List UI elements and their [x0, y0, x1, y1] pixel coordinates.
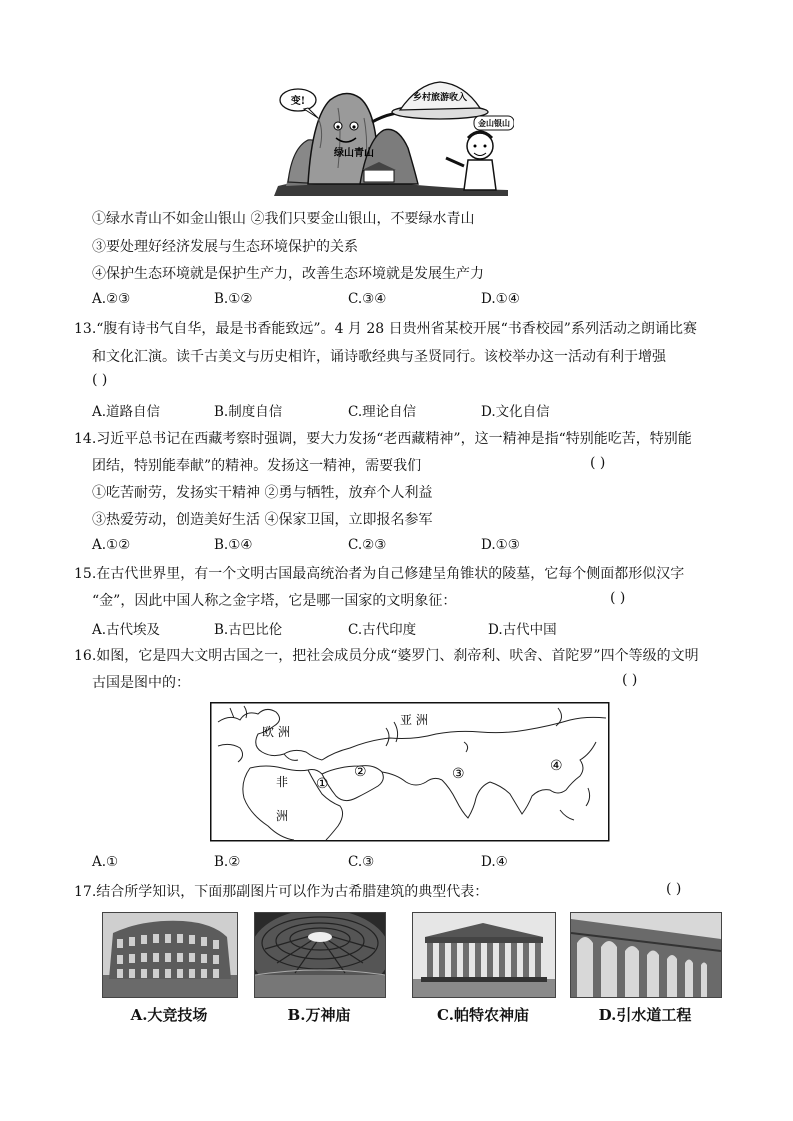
q16-option-d: D.④	[481, 854, 508, 870]
map-marker-4: ④	[550, 758, 563, 774]
cartoon-plate-label: 乡村旅游收入	[412, 93, 468, 103]
q13-option-b: B.制度自信	[214, 404, 283, 420]
q15-option-d: D.古代中国	[488, 622, 557, 638]
pantheon-photo	[254, 912, 386, 998]
colosseum-photo	[102, 912, 238, 998]
q16-option-a: A.①	[92, 854, 119, 870]
q14-option-b: B.①④	[214, 537, 253, 553]
q13-option-d: D.文化自信	[481, 404, 550, 420]
q15-option-c: C.古代印度	[348, 622, 417, 638]
q15-option-a: A.古代埃及	[92, 622, 161, 638]
caption-a: A.大竞技场	[130, 1006, 208, 1024]
q16-option-b: B.②	[214, 854, 241, 870]
q12-statement-line-3: ④保护生态环境就是保护生产力，改善生态环境就是发展生产力	[92, 266, 484, 282]
q17-answer-paren: ( )	[666, 881, 682, 897]
aqueduct-photo	[570, 912, 722, 998]
q16-stem-line-1: 16.如图，它是四大文明古国之一，把社会成员分成“婆罗门、刹帝利、吠舍、首陀罗”四个等级的文明	[74, 648, 699, 664]
q14-stem-line-1: 14.习近平总书记在西藏考察时强调，要大力发扬“老西藏精神”，这一精神是指“特别能吃苦，特别能	[74, 431, 692, 447]
q15-option-b: B.古巴比伦	[214, 622, 283, 638]
map-marker-2: ②	[354, 764, 367, 780]
ancient-civilizations-map	[210, 702, 610, 842]
q14-stem-line-2: 团结，特别能奉献”的精神。发扬这一精神，需要我们	[92, 458, 422, 474]
cartoon-illustration	[268, 78, 514, 198]
cartoon-mountain-label: 绿山青山	[334, 148, 374, 159]
q13-option-a: A.道路自信	[92, 404, 161, 420]
cartoon-bubble-text: 变!	[290, 96, 306, 107]
q13-stem-line-1: 13.“腹有诗书气自华，最是书香能致远”。4 月 28 日贵州省某校开展“书香校园”系列活动之朗诵比赛	[74, 321, 697, 337]
q12-option-a: A.②③	[92, 291, 131, 307]
q15-stem-line-2: “金”，因此中国人称之金字塔，它是哪一国家的文明象征：	[92, 593, 457, 609]
q14-statement-line-2: ③热爱劳动，创造美好生活 ④保家卫国，立即报名参军	[92, 512, 433, 528]
q16-option-c: C.③	[348, 854, 375, 870]
q14-option-c: C.②③	[348, 537, 387, 553]
q17-stem-line-1: 17.结合所学知识，下面那副图片可以作为古希腊建筑的典型代表：	[74, 884, 489, 900]
q13-stem-line-2: 和文化汇演。读千古美文与历史相许，诵诗歌经典与圣贤同行。该校举办这一活动有利于增强	[92, 349, 666, 365]
q14-answer-paren: ( )	[590, 455, 606, 471]
q14-option-a: A.①②	[92, 537, 131, 553]
q12-option-c: C.③④	[348, 291, 387, 307]
map-label-asia: 亚 洲	[400, 713, 428, 727]
caption-b: B.万神庙	[287, 1006, 351, 1024]
map-marker-3: ③	[452, 766, 465, 782]
q14-statement-line-1: ①吃苦耐劳，发扬实干精神 ②勇与牺牲，放弃个人利益	[92, 485, 433, 501]
q14-option-d: D.①③	[481, 537, 520, 553]
cartoon-sign-label: 金山银山	[478, 118, 510, 128]
map-marker-1: ①	[316, 776, 329, 792]
map-label-europe: 欧 洲	[262, 725, 290, 739]
q12-statement-line-2: ③要处理好经济发展与生态环境保护的关系	[92, 239, 358, 255]
caption-d: D.引水道工程	[598, 1006, 692, 1024]
q15-stem-line-1: 15.在古代世界里，有一个文明古国最高统治者为自己修建呈角锥状的陵墓，它每个侧面都形似汉字	[74, 566, 685, 582]
q15-answer-paren: ( )	[610, 590, 626, 606]
q12-statement-line-1: ①绿水青山不如金山银山 ②我们只要金山银山，不要绿水青山	[92, 211, 475, 227]
q13-option-c: C.理论自信	[348, 404, 417, 420]
map-label-africa-2: 洲	[276, 809, 289, 823]
map-label-africa-1: 非	[276, 775, 289, 789]
q16-answer-paren: ( )	[622, 672, 638, 688]
q12-option-d: D.①④	[481, 291, 520, 307]
parthenon-photo	[412, 912, 556, 998]
q13-answer-paren: ( )	[92, 372, 108, 388]
caption-c: C.帕特农神庙	[437, 1006, 529, 1024]
q12-option-b: B.①②	[214, 291, 253, 307]
q16-stem-line-2: 古国是图中的：	[92, 675, 190, 691]
